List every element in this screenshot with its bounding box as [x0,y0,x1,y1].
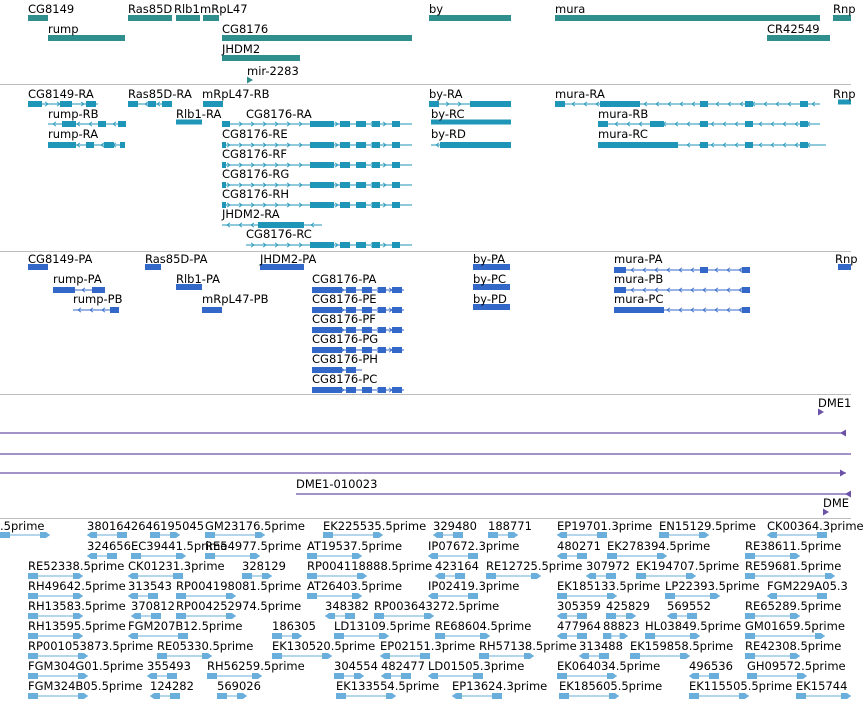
feature-glyph[interactable] [0,470,846,477]
feature-label[interactable]: RP004198081.5prime [176,579,302,593]
feature-label[interactable]: CG8176-RA [246,107,312,121]
feature-label[interactable]: by-RC [431,107,465,121]
feature-label[interactable]: mRpL47-RB [202,87,270,101]
feature-label[interactable]: 425829 [606,599,650,613]
feature-label[interactable]: by [429,2,444,16]
feature-glyph[interactable] [73,307,119,313]
feature-label[interactable]: CG8176-PE [312,292,377,306]
feature-label[interactable]: 482477 [381,659,425,673]
feature-label[interactable]: EK064034.5prime [557,659,661,673]
feature-label[interactable]: EN15129.5prime [659,519,756,533]
feature-label[interactable]: FGM229A05.3 [767,579,848,593]
feature-label[interactable]: EP13624.3prime [452,679,548,693]
feature-glyph[interactable] [614,307,750,313]
feature-label[interactable]: RP001053873.5prime [28,639,154,653]
feature-label[interactable]: Rlb1-RA [176,107,222,121]
track-divider [0,394,851,395]
feature-label[interactable]: AT26403.5prime [307,579,403,593]
feature-label[interactable]: rump-PB [73,292,123,306]
feature-label[interactable]: CK00364.3prime [767,519,864,533]
track-genes [0,0,856,84]
feature-glyph[interactable] [312,387,404,393]
feature-label[interactable]: CG8176-PF [312,312,376,326]
feature-label[interactable]: 124282 [150,679,194,693]
feature-label[interactable]: 370812 [131,599,175,613]
feature-label[interactable]: FGM304G01.5prime [28,659,144,673]
feature-glyph[interactable] [689,693,749,699]
feature-label[interactable]: IP07672.3prime [428,539,520,553]
feature-label[interactable]: IP02419.3prime [428,579,520,593]
feature-glyph[interactable] [217,693,247,699]
feature-label[interactable]: RP003643272.5prime [374,599,500,613]
feature-label[interactable]: DME1 [818,396,852,410]
feature-label[interactable]: mura-RB [598,107,649,121]
feature-label[interactable]: Rnp [833,2,856,16]
feature-label[interactable]: EK225535.5prime [323,519,427,533]
feature-label[interactable]: 307972 [586,559,630,573]
feature-label[interactable]: RE65289.5prime [745,599,842,613]
feature-label[interactable]: 496536 [689,659,733,673]
feature-label[interactable]: mir-2283 [247,64,299,78]
feature-label[interactable]: RP004118888.5prime [307,559,433,573]
feature-label[interactable]: RH49642.5prime [28,579,126,593]
feature-label[interactable]: GM01659.5prime [745,619,845,633]
feature-label[interactable]: mura-RA [555,87,605,101]
feature-label[interactable]: by-PA [473,252,506,266]
feature-label[interactable]: by-RA [429,87,463,101]
feature-label[interactable]: RE38611.5prime [745,539,842,553]
feature-label[interactable]: 423164 [435,559,479,573]
feature-label[interactable]: CG8176-PC [312,372,378,386]
feature-label[interactable]: RH56259.5prime [207,659,305,673]
track-ests [0,519,864,703]
feature-label[interactable]: RE54977.5prime [205,539,302,553]
feature-label[interactable]: GH09572.5prime [747,659,846,673]
feature-label[interactable]: CG8176 [222,22,269,36]
feature-label[interactable]: JHDM2-RA [222,207,280,221]
feature-label[interactable]: 348382 [325,599,369,613]
feature-label[interactable]: EK278394.5prime [607,539,711,553]
feature-label[interactable]: 3801642646195045 [87,519,205,533]
feature-bar [555,15,820,21]
track-proteins-glyphs [0,252,851,394]
feature-label[interactable]: DME1-010023 [296,477,378,491]
feature-label[interactable]: 355493 [147,659,191,673]
feature-label[interactable]: RE59681.5prime [745,559,842,573]
feature-glyph[interactable] [559,693,619,699]
feature-label[interactable]: CK01231.3prime [128,559,225,573]
feature-label[interactable]: CG8176-RG [222,167,290,181]
feature-label[interactable]: mura [555,2,586,16]
feature-label[interactable]: mRpL47 [200,2,248,16]
feature-glyph[interactable] [0,430,846,437]
track-dme-glyphs [0,396,851,518]
feature-label[interactable]: EK194707.5prime [636,559,740,573]
feature-label[interactable]: 186305 [272,619,316,633]
feature-label[interactable]: RE68604.5prime [435,619,532,633]
track-transcripts [0,85,856,251]
feature-label[interactable]: rump-PA [53,272,102,286]
feature-label[interactable]: Rnp [835,252,858,266]
track-dme [0,396,851,518]
feature-label[interactable]: JHDM2-PA [260,252,317,266]
feature-label[interactable]: Rlb1-PA [176,272,221,286]
feature-label[interactable]: CG8176-PA [312,272,377,286]
feature-label[interactable]: .5prime [0,519,45,533]
feature-label[interactable]: CG8149 [28,2,75,16]
feature-label[interactable]: RE52338.5prime [28,559,125,573]
feature-label[interactable]: FGM324B05.5prime [28,679,143,693]
feature-label[interactable]: CG8176-PG [312,332,379,346]
feature-glyph[interactable] [431,142,511,148]
feature-label[interactable]: EK115505.5prime [689,679,793,693]
feature-label[interactable]: FGM207B12.5prime [128,619,243,633]
feature-label[interactable]: LD01505.3prime [428,659,525,673]
feature-glyph[interactable] [796,693,851,699]
feature-label[interactable]: by-RD [431,127,466,141]
feature-label[interactable]: RH13595.5prime [28,619,126,633]
feature-label[interactable]: Ras85D [128,2,173,16]
feature-glyph[interactable] [555,101,820,107]
feature-label[interactable]: 304554 [334,659,378,673]
feature-label[interactable]: Ras85D-PA [145,252,208,266]
feature-label[interactable]: 329480 [433,519,477,533]
feature-glyph[interactable] [452,693,502,699]
feature-label[interactable]: HL03849.5prime [645,619,742,633]
feature-label[interactable]: 477964 [557,619,601,633]
feature-glyph[interactable] [598,142,826,148]
feature-label[interactable]: rump-RB [48,107,99,121]
feature-glyph[interactable] [336,693,396,699]
feature-label[interactable]: RE05330.5prime [157,639,254,653]
feature-label[interactable]: mura-PA [614,252,663,266]
feature-glyph[interactable] [128,101,172,107]
feature-label[interactable]: 328129 [242,559,286,573]
feature-label[interactable]: mRpL47-PB [202,292,269,306]
feature-label[interactable]: CG8176-RF [222,147,287,161]
feature-label[interactable]: 305359 [557,599,601,613]
feature-label[interactable]: EK15744 [796,679,848,693]
feature-label[interactable]: EK185605.5prime [559,679,663,693]
feature-label[interactable]: by-PC [473,272,507,286]
feature-label[interactable]: 188771 [488,519,532,533]
feature-label[interactable]: EK133554.5prime [336,679,440,693]
feature-label[interactable]: rump [48,22,79,36]
feature-label[interactable]: rump-RA [48,127,99,141]
feature-label[interactable]: 324656 [87,539,131,553]
feature-label[interactable]: CR42549 [767,22,820,36]
feature-label[interactable]: EP02151.3prime [380,639,476,653]
feature-label[interactable]: EC39441.5prime [131,539,228,553]
track-proteins [0,252,858,394]
feature-label[interactable]: EK159858.5prime [630,639,734,653]
feature-label[interactable]: 480271 [557,539,601,553]
feature-label[interactable]: EK130520.5prime [272,639,376,653]
feature-label[interactable]: 569552 [667,599,711,613]
feature-label[interactable]: by-PD [473,292,507,306]
feature-label[interactable]: GM23176.5prime [205,519,305,533]
feature-label[interactable]: mura-PB [614,272,664,286]
feature-label[interactable]: DME [823,496,850,510]
feature-glyph[interactable] [296,491,851,498]
feature-label[interactable]: LP22393.5prime [665,579,760,593]
feature-label[interactable]: RE12725.5prime [486,559,583,573]
feature-label[interactable]: AT19537.5prime [307,539,403,553]
feature-label[interactable]: CG8149-RA [28,87,94,101]
feature-label[interactable]: 313543 [128,579,172,593]
feature-glyph[interactable] [150,693,180,699]
feature-glyph[interactable] [202,307,222,313]
feature-glyph[interactable] [48,142,125,148]
feature-label[interactable]: CG8176-RH [222,187,289,201]
feature-label[interactable]: 313488 [579,639,623,653]
feature-label[interactable]: RE42308.5prime [745,639,842,653]
feature-label[interactable]: RH57138.5prime [479,639,577,653]
feature-label[interactable]: mura-PC [614,292,664,306]
feature-label[interactable]: EP19701.3prime [557,519,653,533]
feature-glyph[interactable] [555,15,820,21]
feature-glyph[interactable] [246,242,412,248]
feature-label[interactable]: LD13109.5prime [334,619,431,633]
feature-label[interactable]: EK185133.5prime [557,579,661,593]
feature-label[interactable]: RP004252974.5prime [176,599,302,613]
feature-label[interactable]: 569026 [217,679,261,693]
feature-label[interactable]: CG8176-PH [312,352,378,366]
feature-label[interactable]: Ras85D-RA [128,87,192,101]
feature-label[interactable]: CG8176-RC [246,227,312,241]
track-transcripts-glyphs [0,85,851,251]
feature-label[interactable]: RH13583.5prime [28,599,126,613]
feature-label[interactable]: CG8176-RE [222,127,288,141]
feature-glyph[interactable] [28,693,88,699]
feature-label[interactable]: Rlb1 [174,2,200,16]
feature-label[interactable]: mura-RC [598,127,648,141]
feature-label[interactable]: 88823 [603,619,640,633]
feature-label[interactable]: JHDM2 [222,42,261,56]
feature-label[interactable]: CG8149-PA [28,252,93,266]
feature-label[interactable]: Rnp [833,87,856,101]
